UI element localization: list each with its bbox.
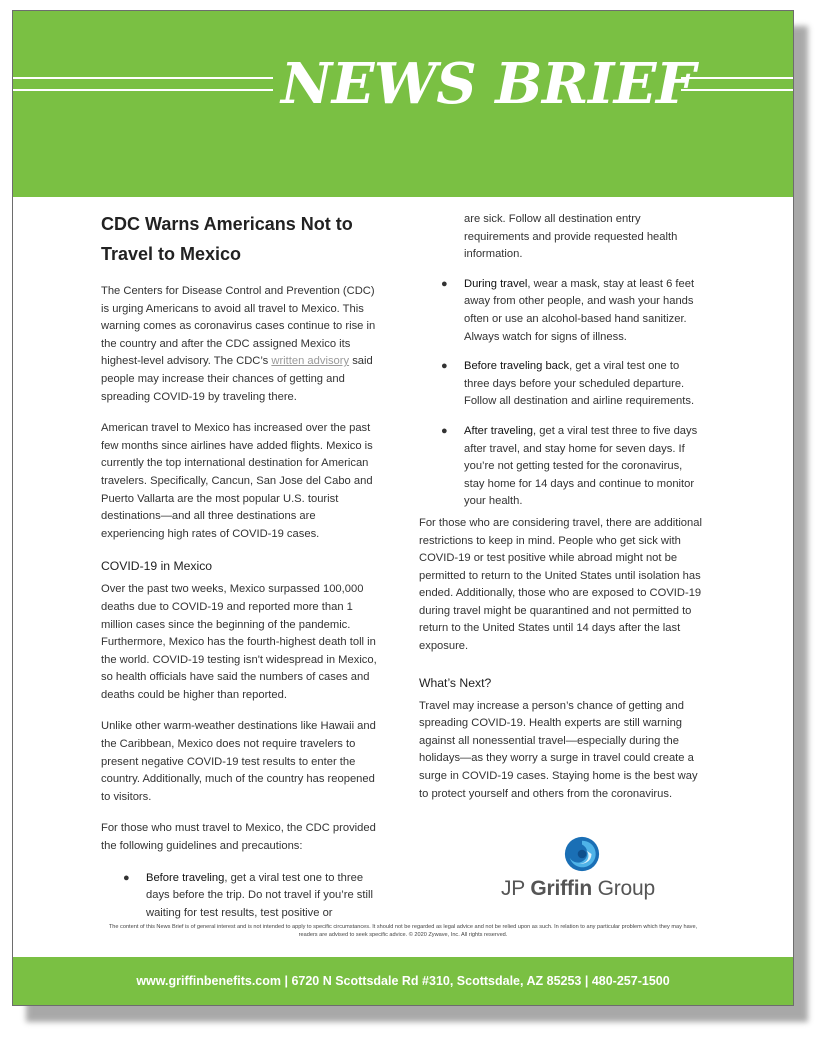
banner-rule	[13, 77, 273, 79]
bullet-icon: ●	[441, 424, 448, 437]
banner-rule	[681, 89, 793, 91]
right-column	[419, 211, 703, 817]
bullet-continuation: are sick. Follow all destination entry requirements and provide requested health information.	[464, 213, 678, 261]
section-heading-covid: COVID-19 in Mexico	[101, 559, 213, 574]
paragraph-travel-increase: American travel to Mexico has increased over the past few months since airlines have added flights. Mexico is currently the top international destination for American travelers. Specifically, Cancun, San Jose del Cabo and Puerto Vallarta are the most popular U.S. tourist destinations—and all three destinations are experiencing high rates of COVID-19 cases.	[101, 422, 373, 540]
bullet-lead: Before traveling back	[464, 360, 570, 373]
news-brief-banner	[13, 11, 793, 197]
bullet-text: , get a viral test three to five days after travel, and stay home for seven days. If you’re not getting tested for the coronavirus, stay home for 14 days and continue to monitor your health.	[464, 424, 698, 508]
guidelines-list-continued	[419, 276, 703, 511]
bullet-icon: ●	[441, 277, 448, 290]
list-item	[419, 358, 703, 411]
left-column	[101, 209, 377, 934]
bullet-text: , wear a mask, stay at least 6 feet away from other people, and wash your hands often or use an alcohol-based hand sanitizer. Always watch for signs of illness.	[464, 277, 695, 343]
bullet-icon: ●	[441, 360, 448, 373]
logo-text-part: Group	[591, 877, 655, 900]
banner-rule	[681, 77, 793, 79]
paragraph-covid-stats: Over the past two weeks, Mexico surpassed 100,000 deaths due to COVID-19 and reported more than 1 million cases since the beginning of the pandemic. Furthermore, Mexico has the fourth-highest death toll in the world. COVID-19 testing isn't widespread in Mexico, so health officials have said the numbers of cases and deaths could be higher than reported.	[101, 583, 377, 701]
list-item	[419, 423, 703, 511]
paragraph-no-test-required: Unlike other warm-weather destinations like Hawaii and the Caribbean, Mexico does not require travelers to present negative COVID-19 test results to enter the country. Additionally, much of the country has reopened to visitors.	[101, 720, 376, 803]
footer-contact-bar: www.griffinbenefits.com | 6720 N Scottsdale Rd #310, Scottsdale, AZ 85253 | 480-257-1500	[13, 957, 793, 1005]
document-page	[12, 10, 794, 1006]
bullet-text: , get a viral test one to three days before the trip. Do not travel if you’re still waiting for test results, test positive or	[146, 871, 373, 919]
list-item	[419, 276, 703, 346]
paragraph-text: said people may increase their chances of getting and spreading COVID-19 by traveling there.	[101, 355, 373, 403]
swirl-logo-icon	[563, 835, 601, 873]
bullet-text: , get a viral test one to three days before your scheduled departure. Follow all destination and airline requirements.	[464, 360, 695, 408]
section-heading-next: What’s Next?	[419, 675, 492, 690]
bullet-lead: Before traveling	[146, 871, 225, 884]
disclaimer: The content of this News Brief is of general interest and is not intended to apply to specific circumstances. It should not be regarded as legal advice and not be relied upon as such. In relation to any particular problem which they may have, readers are advised to seek specific advice. © 2020 Zywave, Inc. All rights reserved.	[108, 924, 698, 938]
bullet-lead: During travel	[464, 277, 528, 290]
paragraph-intro	[101, 283, 377, 406]
paragraph-guidelines-intro: For those who must travel to Mexico, the CDC provided the following guidelines and precautions:	[101, 822, 376, 853]
company-logo-text	[501, 877, 655, 901]
banner-title: NEWS BRIEF	[281, 51, 696, 117]
logo-text-part: JP	[501, 877, 531, 900]
bullet-lead: After traveling	[464, 424, 534, 437]
list-item	[101, 870, 377, 923]
banner-rule	[13, 89, 273, 91]
paragraph-text: The Centers for Disease Control and Prevention (CDC) is urging Americans to avoid all travel to Mexico. This warning comes as coronavirus cases continue to rise in the country and after the CDC assigned Mexico its highest-level advisory. The CDC’s	[101, 285, 376, 368]
guidelines-list	[101, 870, 377, 923]
written-advisory-link[interactable]: written advisory	[271, 355, 350, 368]
paragraph-whats-next: Travel may increase a person’s chance of getting and spreading COVID-19. Health experts are still warning against all nonessential travel—especially during the holidays—as they worry a surge in travel could create a surge in COVID-19 cases. Staying home is the best way to protect yourself and others from the coronavirus.	[419, 699, 698, 800]
logo-text-bold: Griffin	[530, 877, 592, 900]
paragraph-restrictions: For those who are considering travel, there are additional restrictions to keep in mind. People who get sick with COVID-19 or test positive while abroad might not be permitted to return to the United States until isolation has ended. Additionally, those who are exposed to COVID-19 during travel might be quarantined and not permitted to return to the United States until 14 days after the last exposure.	[419, 516, 702, 653]
article-title: CDC Warns Americans Not to Travel to Mexico	[101, 214, 353, 264]
bullet-icon: ●	[123, 871, 130, 884]
